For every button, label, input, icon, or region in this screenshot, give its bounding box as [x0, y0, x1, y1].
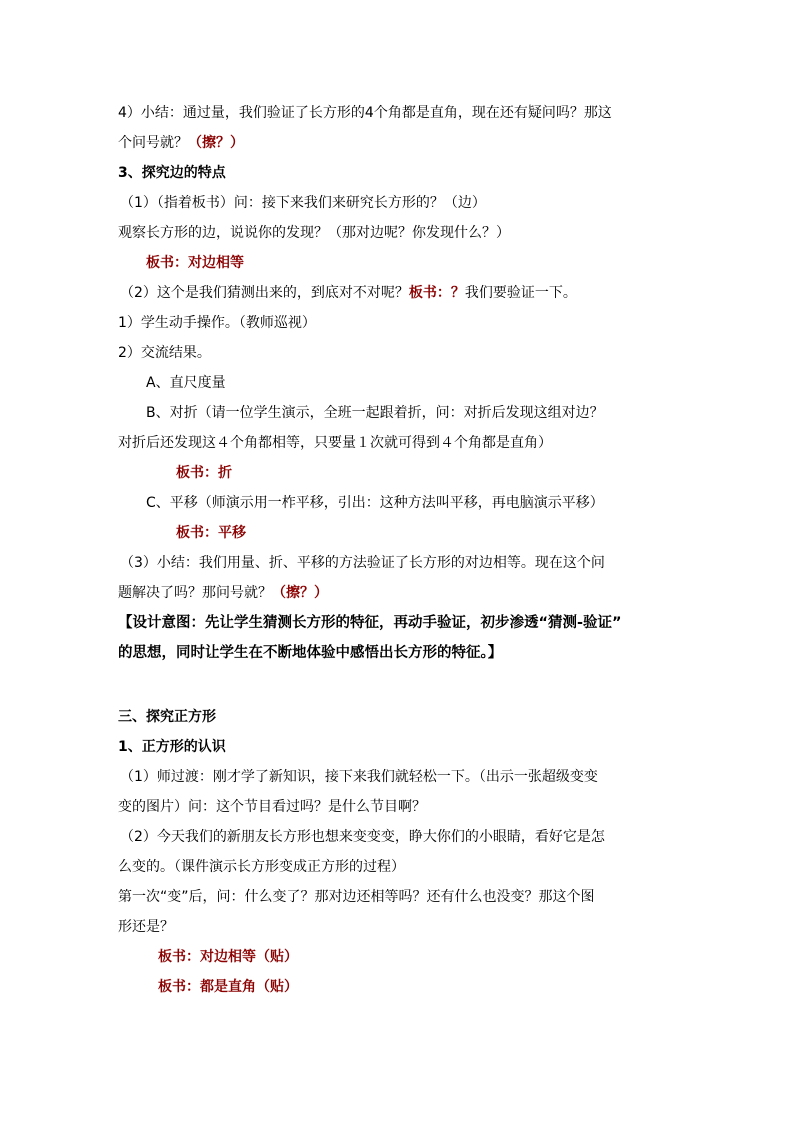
text-span: 4）小结：通过量，我们验证了长方形的4个角都是直角，现在还有疑问吗？那这: [118, 105, 612, 121]
method-c: C、平移（师演示用一柞平移，引出：这种方法叫平移，再电脑演示平移）: [146, 495, 604, 511]
transition-line-1: （1）师过渡：刚才学了新知识，接下来我们就轻松一下。（出示一张超级变变: [120, 769, 598, 785]
board-note-fold: 板书：折: [176, 465, 232, 481]
change-line-2: 么变的。（课件演示长方形变成正方形的过程）: [118, 859, 405, 875]
document-body: [118, 98, 678, 1002]
board-note-opposite-equal: 板书：对边相等: [146, 255, 244, 271]
design-intent-line-2: 的思想，同时让学生在不断地体验中感悟出长方形的特征。】: [118, 645, 503, 661]
method-b: B、对折（请一位学生演示，全班一起跟着折，问：对折后发现这组对边？: [146, 405, 604, 421]
board-note-question: 板书：？: [408, 285, 465, 301]
first-change-line-1: 第一次“变”后，问：什么变了？那对边还相等吗？还有什么也没变？那这个图: [118, 889, 595, 905]
guess-line: [118, 278, 678, 308]
observe-line: 观察长方形的边，说说你的发现？（那对边呢？你发现什么？）: [118, 225, 510, 241]
step-hands-on: 1）学生动手操作。（教师巡视）: [118, 315, 316, 331]
question-line: （1）（指着板书）问：接下来我们来研究长方形的？（边）: [120, 195, 486, 211]
spacer: [118, 668, 678, 702]
erase-mark: （擦？）: [188, 135, 244, 151]
erase-mark: （擦？）: [272, 585, 328, 601]
text-span: 我们要验证一下。: [464, 285, 577, 301]
transition-line-2: 变的图片）问：这个节目看过吗？是什么节目啊？: [118, 799, 426, 815]
section-title-square: 三、探究正方形: [118, 709, 216, 725]
summary-line-2: [118, 128, 678, 158]
method-b-cont: 对折后还发现这４个角都相等，只要量１次就可得到４个角都是直角）: [118, 435, 552, 451]
board-note-opposite-equal-stick: 板书：对边相等（贴）: [158, 949, 298, 965]
board-note-right-angles-stick: 板书：都是直角（贴）: [158, 979, 298, 995]
heading-explore-sides: 3、探究边的特点: [118, 165, 226, 181]
change-line-1: （2）今天我们的新朋友长方形也想来变变变，睁大你们的小眼睛，看好它是怎: [120, 829, 605, 845]
heading-square-intro: 1、正方形的认识: [118, 739, 226, 755]
text-span: （2）这个是我们猜测出来的，到底对不对呢？: [120, 285, 409, 301]
step-exchange: 2）交流结果。: [118, 345, 211, 361]
board-note-translate: 板书：平移: [176, 525, 246, 541]
text-span: 题解决了吗？那问号就？: [118, 585, 272, 601]
text-span: 个问号就？: [118, 135, 188, 151]
design-intent-line-1: 【设计意图：先让学生猜测长方形的特征，再动手验证，初步渗透“猜测-验证”: [118, 615, 622, 631]
method-a: A、直尺度量: [146, 375, 226, 391]
first-change-line-2: 形还是？: [118, 919, 174, 935]
summary-3-line-1: （3）小结：我们用量、折、平移的方法验证了长方形的对边相等。现在这个问: [120, 555, 605, 571]
summary-line-1: [118, 98, 678, 128]
summary-3-line-2: [118, 578, 678, 608]
